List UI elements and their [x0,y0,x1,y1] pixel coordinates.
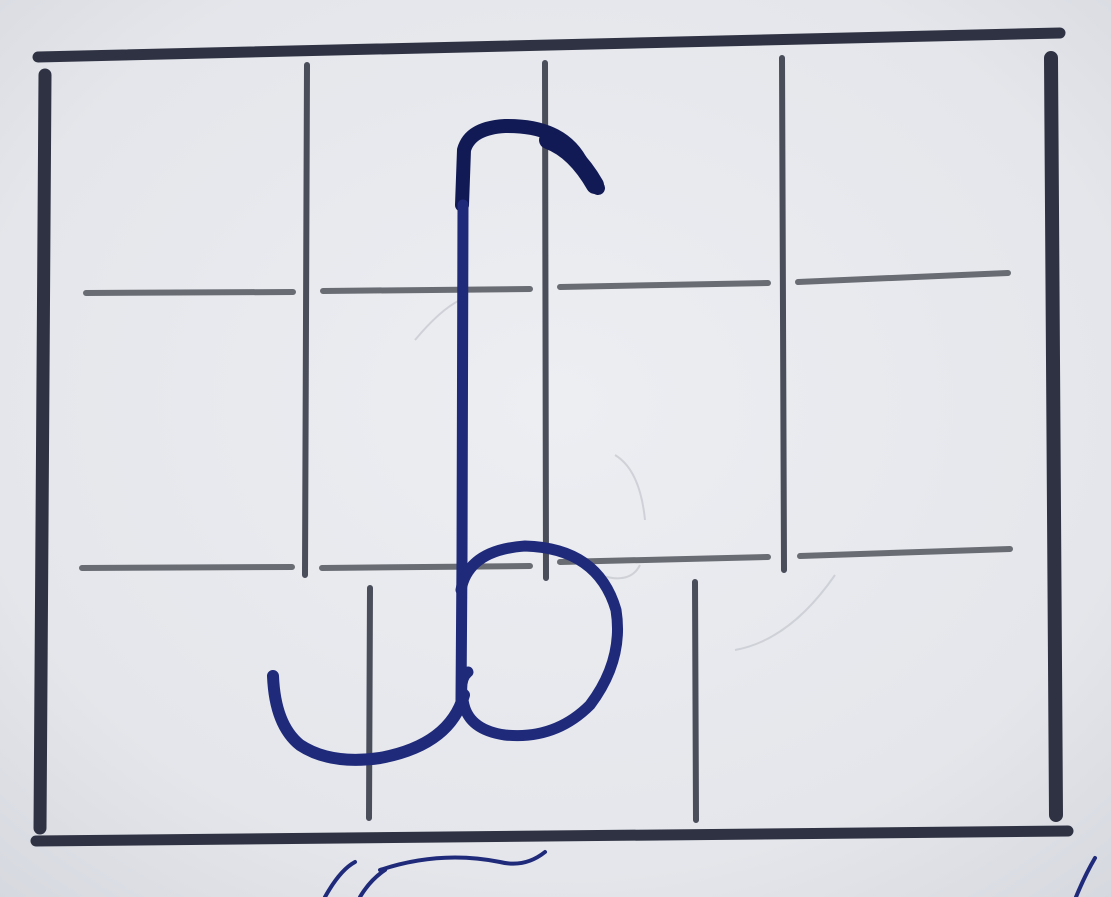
letter-stem [461,205,463,700]
upper-vertical-line-3 [782,58,784,570]
lower-guide-line-1 [82,567,292,568]
upper-vertical-line-1 [305,65,307,575]
frame-right-line [1051,58,1056,815]
lower-vertical-line-1 [369,588,370,818]
frame-left-line [40,75,45,828]
lower-vertical-line-2 [695,582,696,820]
upper-guide-line-3 [560,283,768,287]
upper-guide-line-2 [323,289,530,291]
upper-guide-line-1 [86,292,293,293]
lower-guide-line-2 [322,566,530,568]
